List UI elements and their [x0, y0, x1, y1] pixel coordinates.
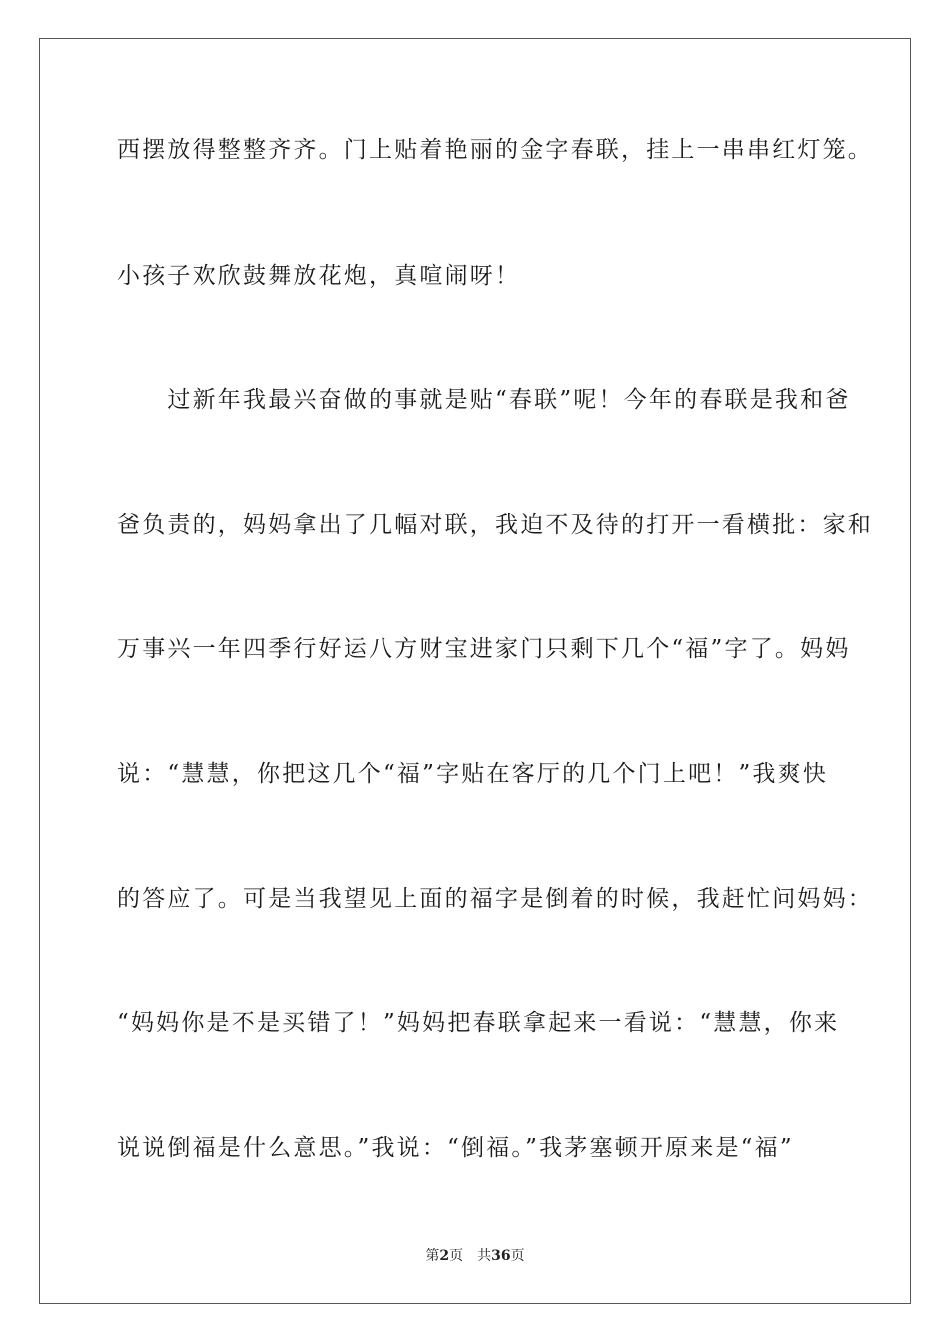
text-line-6: 说：“慧慧，你把这几个“福”字贴在客厅的几个门上吧！”我爽快: [117, 761, 829, 787]
page-border: [39, 38, 911, 1304]
text-line-1: 西摆放得整整齐齐。门上贴着艳丽的金字春联，挂上一串串红灯笼。: [117, 137, 873, 163]
footer-page-current: 2: [439, 1248, 450, 1264]
footer-total-suffix: 页: [510, 1248, 525, 1264]
footer-page-suffix: 页: [449, 1248, 464, 1264]
footer-page-prefix: 第: [425, 1248, 440, 1264]
text-line-7: 的答应了。可是当我望见上面的福字是倒着的时候，我赶忙问妈妈：: [117, 886, 873, 912]
text-line-3: 过新年我最兴奋做的事就是贴“春联”呢！今年的春联是我和爸: [117, 387, 851, 413]
footer-total-prefix: 共: [477, 1248, 492, 1264]
text-line-5: 万事兴一年四季行好运八方财宝进家门只剩下几个“福”字了。妈妈: [117, 636, 851, 662]
text-line-4: 爸负责的，妈妈拿出了几幅对联，我迫不及待的打开一看横批：家和: [117, 512, 873, 538]
text-line-8: “妈妈你是不是买错了！”妈妈把春联拿起来一看说：“慧慧，你来: [117, 1010, 840, 1036]
text-line-9: 说说倒福是什么意思。”我说：“倒福。”我茅塞顿开原来是“福”: [117, 1135, 794, 1161]
text-line-2: 小孩子欢欣鼓舞放花炮，真喧闹呀！: [117, 263, 521, 289]
footer-page-total: 36: [491, 1248, 511, 1264]
page-footer: [0, 1247, 950, 1265]
